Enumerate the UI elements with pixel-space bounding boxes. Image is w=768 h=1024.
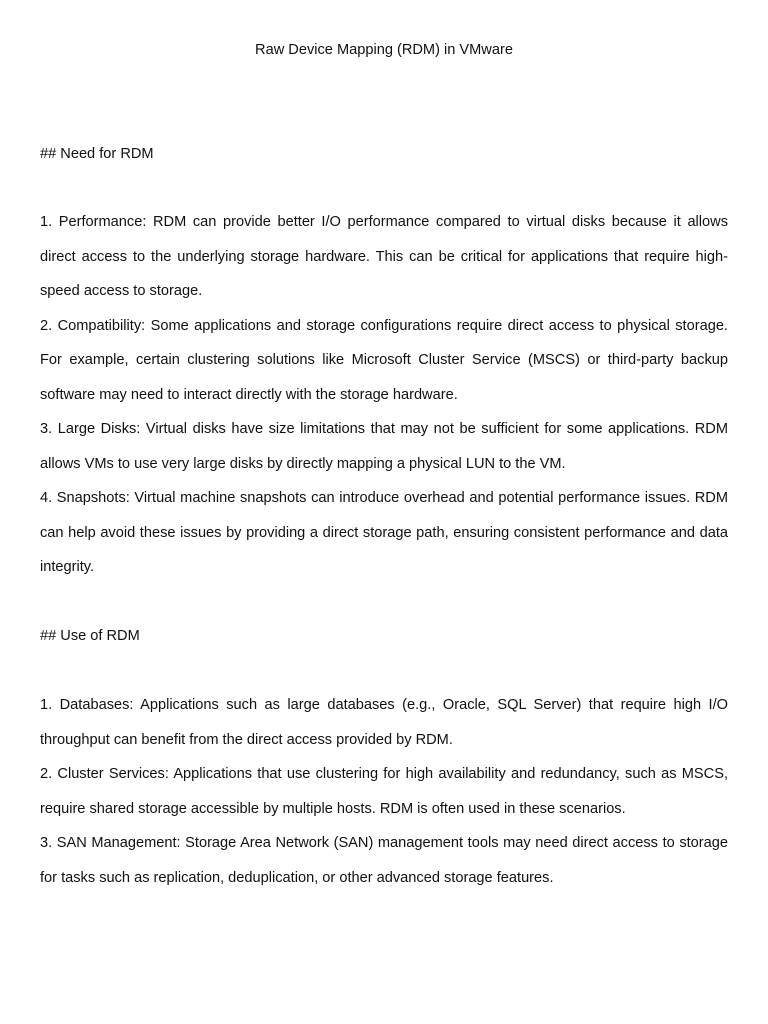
list-item-san-management: 3. SAN Management: Storage Area Network (SAN) management tools may need direct access to storage for tasks such as replication, deduplication, or other advanced storage features. [40,835,728,886]
list-item-databases: 1. Databases: Applications such as large databases (e.g., Oracle, SQL Server) that require high I/O throughput can benefit from the direct access provided by RDM. [40,697,728,748]
list-item-large-disks: 3. Large Disks: Virtual disks have size limitations that may not be sufficient for some applications. RDM allows VMs to use very large disks by directly mapping a physical LUN to the VM. [40,421,728,472]
page-title: Raw Device Mapping (RDM) in VMware [255,42,513,58]
list-item-snapshots: 4. Snapshots: Virtual machine snapshots can introduce overhead and potential performance issues. RDM can help avoid these issues by providing a direct storage path, ensuring consistent performance and data integrity. [40,490,728,575]
section-use-list [40,688,728,895]
section-heading-need: ## Need for RDM [40,146,154,162]
list-item-performance: 1. Performance: RDM can provide better I/O performance compared to virtual disks because it allows direct access to the underlying storage hardware. This can be critical for applications that require high-speed access to storage. [40,214,728,299]
section-need-list [40,205,728,585]
list-item-cluster-services: 2. Cluster Services: Applications that use clustering for high availability and redundancy, such as MSCS, require shared storage accessible by multiple hosts. RDM is often used in these scenarios. [40,766,728,817]
section-heading-use: ## Use of RDM [40,628,140,644]
list-item-compatibility: 2. Compatibility: Some applications and storage configurations require direct access to physical storage. For example, certain clustering solutions like Microsoft Cluster Service (MSCS) or third-party backup software may need to interact directly with the storage hardware. [40,317,728,403]
